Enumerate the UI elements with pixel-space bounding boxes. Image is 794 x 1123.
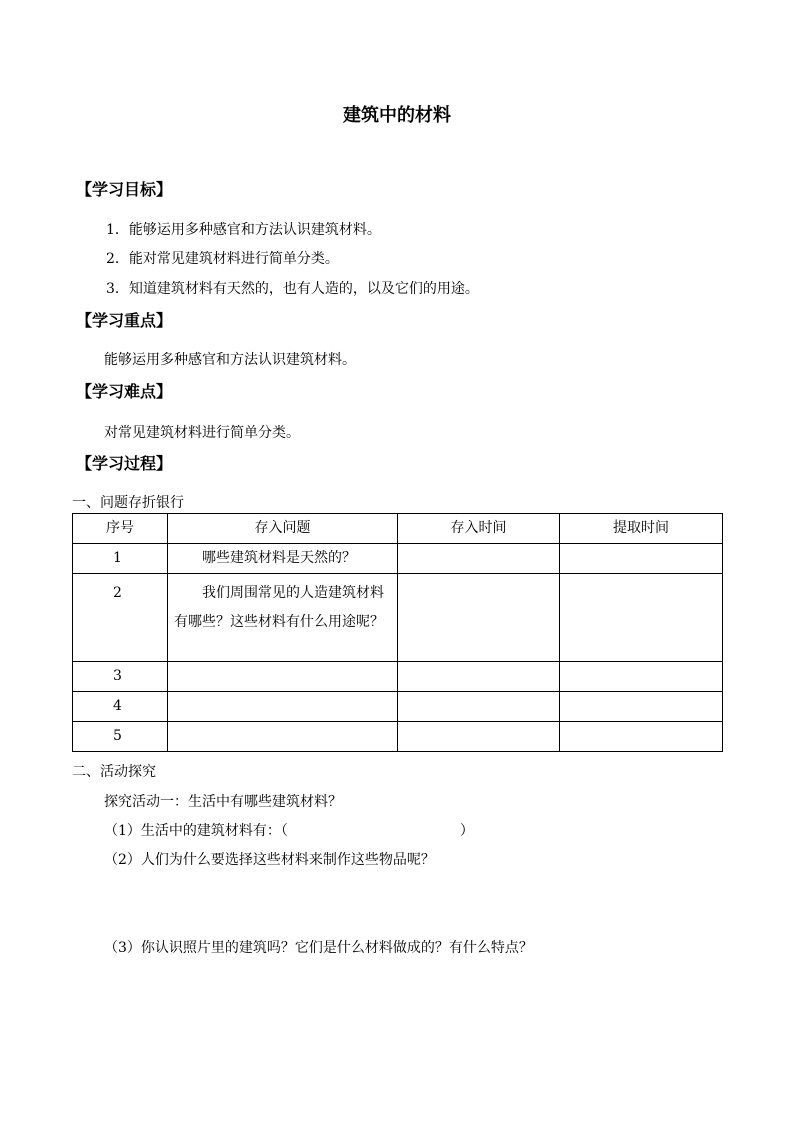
row-withdraw-time[interactable] xyxy=(560,692,723,722)
row-question[interactable] xyxy=(168,662,398,692)
row-deposit-time[interactable] xyxy=(398,544,560,574)
section1-title: 一、问题存折银行 xyxy=(72,495,184,511)
table-row xyxy=(73,544,723,574)
row-deposit-time[interactable] xyxy=(398,574,560,662)
section2-title: 二、活动探究 xyxy=(72,764,156,780)
focus-text: 能够运用多种感官和方法认识建筑材料。 xyxy=(104,352,356,368)
table-row xyxy=(73,692,723,722)
row-withdraw-time[interactable] xyxy=(560,544,723,574)
row-deposit-time[interactable] xyxy=(398,692,560,722)
header-withdraw-time: 提取时间 xyxy=(560,514,723,544)
page-title: 建筑中的材料 xyxy=(343,105,451,126)
question-1-suffix: ） xyxy=(459,823,474,839)
header-question: 存入问题 xyxy=(168,514,398,544)
row-withdraw-time[interactable] xyxy=(560,574,723,662)
question-2: （2）人们为什么要选择这些材料来制作这些物品呢？ xyxy=(104,852,435,868)
question-1-prefix: （1）生活中的建筑材料有：（ xyxy=(104,823,288,839)
row-question[interactable] xyxy=(168,692,398,722)
question-3: （3）你认识照片里的建筑吗？它们是什么材料做成的？有什么特点？ xyxy=(104,940,533,956)
goal-item-1: 1．能够运用多种感官和方法认识建筑材料。 xyxy=(106,222,381,238)
header-no: 序号 xyxy=(73,514,168,544)
row-question[interactable] xyxy=(168,722,398,752)
row-deposit-time[interactable] xyxy=(398,722,560,752)
goals-heading: 【学习目标】 xyxy=(76,180,173,199)
row-number: 1 xyxy=(73,544,168,574)
row-deposit-time[interactable] xyxy=(398,662,560,692)
row-number: 2 xyxy=(73,574,168,662)
row-question[interactable]: 哪些建筑材料是天然的？ xyxy=(168,544,398,574)
question-1 xyxy=(104,821,474,841)
row-withdraw-time[interactable] xyxy=(560,662,723,692)
header-deposit-time: 存入时间 xyxy=(398,514,560,544)
difficulty-heading: 【学习难点】 xyxy=(76,382,173,401)
row-number: 4 xyxy=(73,692,168,722)
process-heading: 【学习过程】 xyxy=(76,454,173,473)
focus-heading: 【学习重点】 xyxy=(76,311,173,330)
table-row xyxy=(73,574,723,662)
question-bank-table xyxy=(72,513,723,752)
goal-item-3: 3．知道建筑材料有天然的，也有人造的，以及它们的用途。 xyxy=(106,281,479,297)
table-row xyxy=(73,662,723,692)
activity1-title: 探究活动一：生活中有哪些建筑材料？ xyxy=(104,794,342,810)
row-withdraw-time[interactable] xyxy=(560,722,723,752)
row-number: 5 xyxy=(73,722,168,752)
goal-item-2: 2．能对常见建筑材料进行简单分类。 xyxy=(106,251,339,267)
difficulty-text: 对常见建筑材料进行简单分类。 xyxy=(104,425,300,441)
row-number: 3 xyxy=(73,662,168,692)
table-header-row xyxy=(73,514,723,544)
table-row xyxy=(73,722,723,752)
row-question[interactable]: 我们周围常见的人造建筑材料有哪些？这些材料有什么用途呢？ xyxy=(168,574,398,662)
